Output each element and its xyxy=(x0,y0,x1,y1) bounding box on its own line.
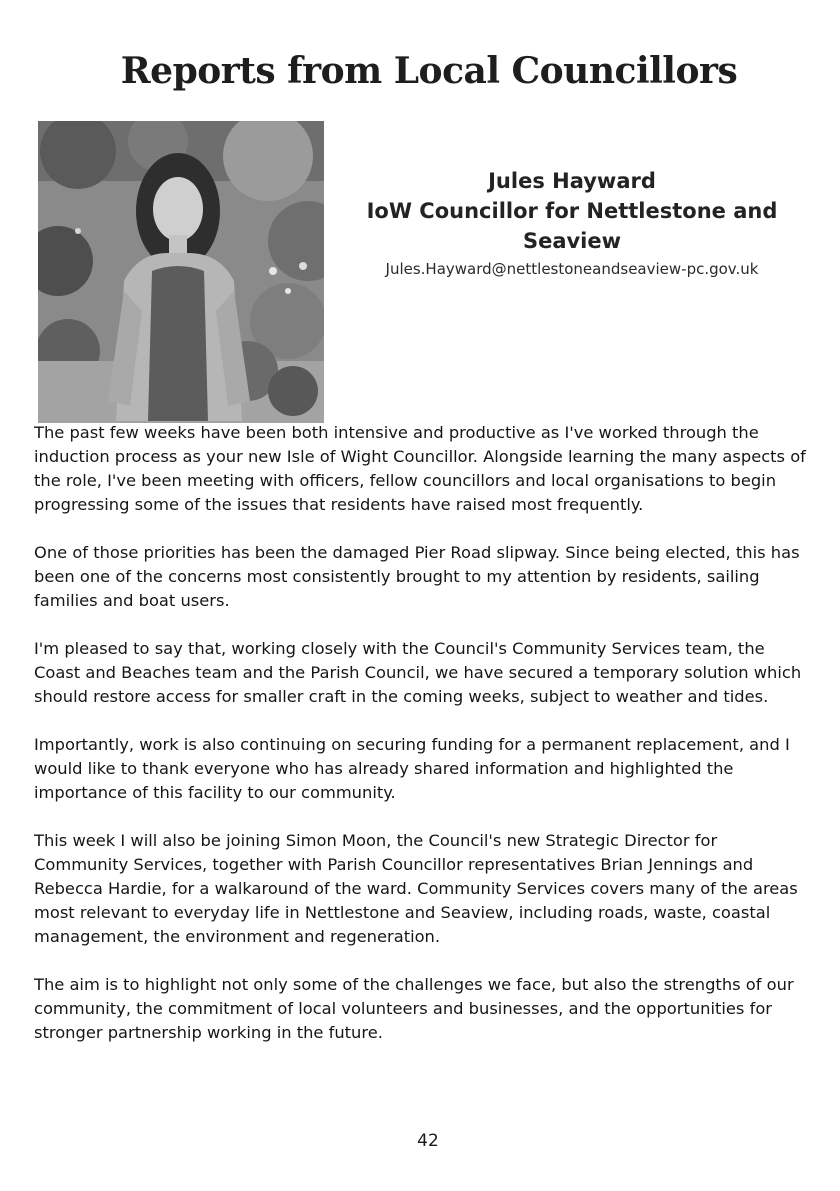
councillor-role: IoW Councillor for Nettlestone and Seaview xyxy=(366,199,778,253)
paragraph: One of those priorities has been the damaged Pier Road slipway. Since being elected, this has been one of the concerns most consistently brought to my attention by residents, sailing families and boat users. xyxy=(34,543,800,610)
paragraph: Importantly, work is also continuing on securing funding for a permanent replacement, and I would like to thank everyone who has already shared information and highlighted the importance of this facility to our community. xyxy=(34,735,790,802)
paragraph: The past few weeks have been both intensive and productive as I've worked through the induction process as your new Isle of Wight Councillor. Alongside learning the many aspects of the role, I've been meeting with officers, fellow councillors and local organisations to begin progressing some of the issues that residents have raised most frequently. xyxy=(34,423,806,514)
page-title: Reports from Local Councillors xyxy=(120,50,738,92)
councillor-name: Jules Hayward xyxy=(488,169,656,193)
paragraph: This week I will also be joining Simon Moon, the Council's new Strategic Director for Community Services, together with Parish Councillor representatives Brian Jennings and Rebecca Hardie, for a walkaround of the ward. Community Services covers many of the areas most relevant to everyday life in Nettlestone and Seaview, including roads, waste, coastal management, the environment and regeneration. xyxy=(34,831,798,946)
paragraph: I'm pleased to say that, working closely with the Council's Community Services team, the Coast and Beaches team and the Parish Council, we have secured a temporary solution which should restore access for smaller craft in the coming weeks, subject to weather and tides. xyxy=(34,639,802,706)
councillor-email[interactable]: Jules.Hayward@nettlestoneandseaview-pc.gov.uk xyxy=(385,260,759,278)
report-body xyxy=(34,421,808,1069)
councillor-byline xyxy=(346,166,798,280)
paragraph: The aim is to highlight not only some of the challenges we face, but also the strengths of our community, the commitment of local volunteers and businesses, and the opportunities for stronger partnership working in the future. xyxy=(34,975,794,1042)
councillor-photo xyxy=(38,121,324,423)
page-number: 42 xyxy=(417,1131,439,1151)
